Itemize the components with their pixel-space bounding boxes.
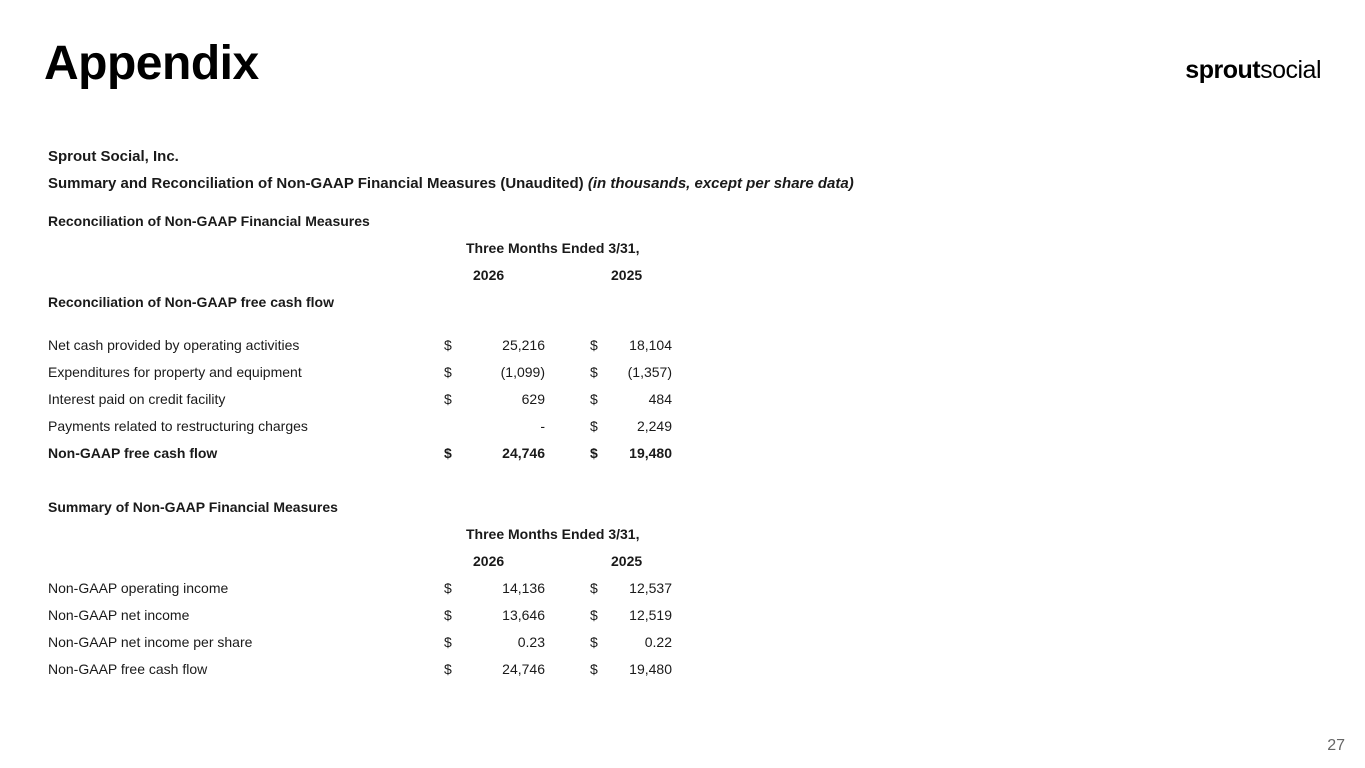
row-value-2026: 25,216 [502,337,545,353]
row-value-2025: 2,249 [636,418,672,434]
row-value-2025: 12,519 [629,607,672,623]
row-value-2026: (1,099) [500,364,545,380]
row-label: Non-GAAP net income [48,607,190,623]
logo-text-sprout: sprout [1185,56,1261,84]
section2-period-header: Three Months Ended 3/31, [466,526,640,542]
section1-subheading: Reconciliation of Non-GAAP free cash flow [48,294,335,310]
slide-title: Appendix [44,37,259,90]
section1-heading: Reconciliation of Non-GAAP Financial Measures [48,213,370,229]
section1-period-header: Three Months Ended 3/31, [466,240,640,256]
row-currency-2026: $ [444,634,452,650]
row-label: Net cash provided by operating activities [48,337,300,353]
row-value-2026: 13,646 [502,607,545,623]
section2-heading: Summary of Non-GAAP Financial Measures [48,499,338,515]
section2-year-2026: 2026 [473,553,505,569]
row-currency-2025: $ [590,634,598,650]
row-label: Non-GAAP free cash flow [48,661,208,677]
row-currency-2026: $ [444,391,452,407]
row-currency-2026: $ [444,337,452,353]
row-currency-2026: $ [444,364,452,380]
row-value-2026: 24,746 [502,445,545,461]
section1-year-2025: 2025 [611,267,643,283]
report-subtitle-note: (in thousands, except per share data) [587,175,854,192]
sprout-social-logo [1185,58,1321,83]
row-currency-2026: $ [444,607,452,623]
company-name: Sprout Social, Inc. [48,148,179,165]
section1-year-2026: 2026 [473,267,505,283]
row-currency-2025: $ [590,391,598,407]
row-value-2026: 629 [521,391,545,407]
row-currency-2025: $ [590,337,598,353]
row-label: Non-GAAP net income per share [48,634,253,650]
row-currency-2026: $ [444,661,452,677]
row-currency-2025: $ [590,661,598,677]
section2-year-2025: 2025 [611,553,643,569]
row-currency-2025: $ [590,445,598,461]
row-value-2026: - [540,418,545,434]
row-value-2025: 19,480 [629,445,672,461]
row-value-2025: (1,357) [627,364,672,380]
row-currency-2025: $ [590,364,598,380]
report-subtitle-main: Summary and Reconciliation of Non-GAAP Financial Measures (Unaudited) [48,175,584,192]
row-value-2025: 18,104 [629,337,672,353]
row-value-2025: 484 [648,391,672,407]
row-value-2026: 14,136 [502,580,545,596]
row-label: Interest paid on credit facility [48,391,226,407]
row-label: Payments related to restructuring charges [48,418,308,434]
row-value-2026: 24,746 [502,661,545,677]
row-currency-2025: $ [590,580,598,596]
row-currency-2026: $ [444,445,452,461]
row-label: Expenditures for property and equipment [48,364,302,380]
row-value-2026: 0.23 [517,634,545,650]
row-value-2025: 12,537 [629,580,672,596]
row-currency-2026: $ [444,580,452,596]
logo-text-social: social [1260,56,1321,84]
row-currency-2025: $ [590,418,598,434]
page-number: 27 [1327,737,1345,754]
row-value-2025: 19,480 [629,661,672,677]
row-label: Non-GAAP operating income [48,580,229,596]
report-subtitle [48,176,854,191]
row-value-2025: 0.22 [644,634,672,650]
row-currency-2025: $ [590,607,598,623]
row-label: Non-GAAP free cash flow [48,445,218,461]
